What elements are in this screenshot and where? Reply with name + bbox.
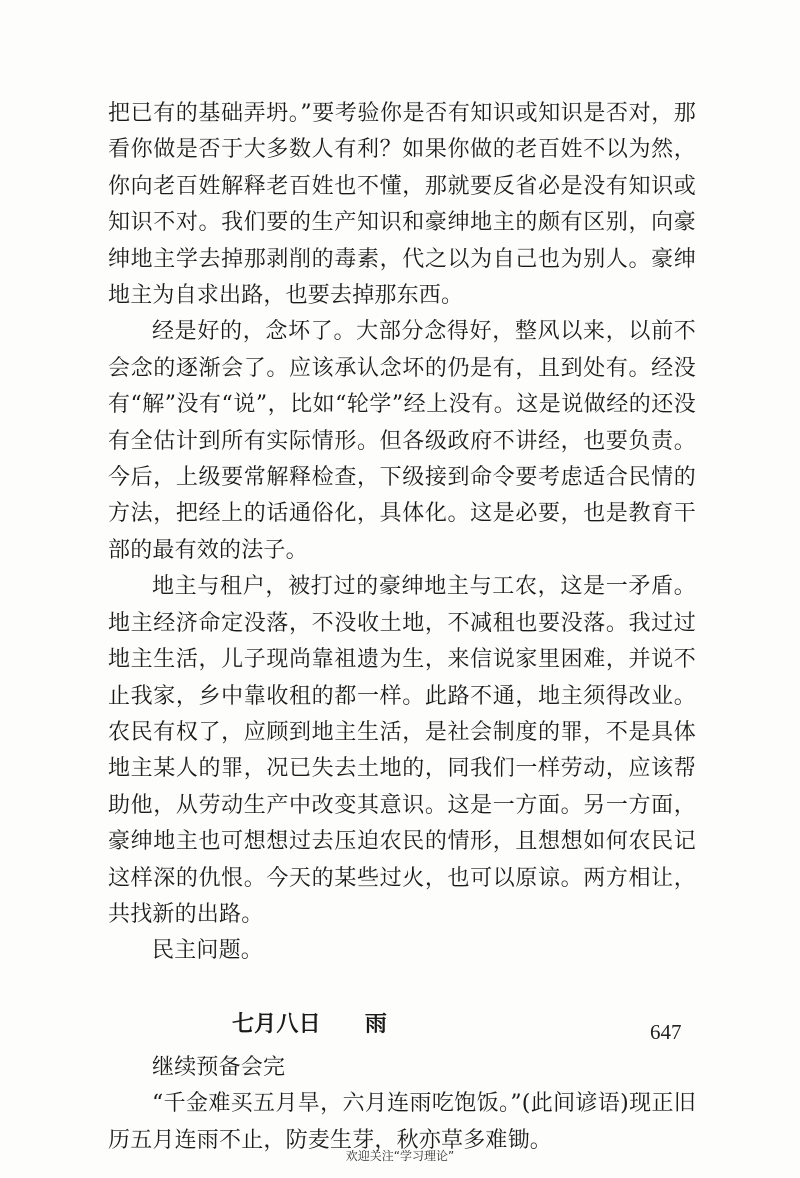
entry-date: 七月八日 [232,1010,321,1037]
entry-paragraph-2: “千金难买五月旱，六月连雨吃饱饭。”(此间谚语)现正旧历五月连雨不止，防麦生芽，秋亦草多难锄。 [108,1091,696,1153]
entry-weather: 雨 [364,1010,388,1037]
paragraph-4: 民主问题。 [152,938,264,964]
diary-entry-heading [108,1006,696,1042]
paragraph-1: 把已有的基础弄坍。”要考验你是否有知识或知识是否对，那看你做是否于大多数人有利？如果你做的老百姓不以为然，你向老百姓解释老百姓也不懂，那就要反省必是没有知识或知识不对。我们要的生产知识和豪绅地主的颇有区别，向豪绅地主学去掉那剥削的毒素，代之以为自己也为别人。豪绅地主为自求出路，也要去掉那东西。 [108,101,696,309]
page-number: 647 [650,1020,682,1044]
entry-paragraph-1: 继续预备会完 [152,1054,286,1080]
body-text [108,96,696,1159]
footer-watermark-text: 欢迎关注“学习理论” [345,1149,455,1163]
paragraph-3: 地主与租户，被打过的豪绅地主与工农，这是一矛盾。地主经济命定没落，不没收土地，不减租也要没落。我过过地主生活，儿子现尚靠祖遗为生，来信说家里困难，并说不止我家，乡中靠收租的都一样。此路不通，地主须得改业。农民有权了，应顾到地主生活，是社会制度的罪，不是具体地主某人的罪，况已失去土地的，同我们一样劳动，应该帮助他，从劳动生产中改变其意识。这是一方面。另一方面，豪绅地主也可想想过去压迫农民的情形，且想想如何农民记这样深的仇恨。今天的某些过火，也可以原谅。两方相让，共找新的出路。 [108,574,696,927]
paragraph-2: 经是好的，念坏了。大部分念得好，整风以来，以前不会念的逐渐会了。应该承认念坏的仍是有，且到处有。经没有“解”没有“说”，比如“轮学”经上没有。这是说做经的还没有全估计到所有实际情形。但各级政府不讲经，也要负责。今后，上级要常解释检查，下级接到命令要考虑适合民情的方法，把经上的话通俗化，具体化。这是必要，也是教育干部的最有效的法子。 [108,319,696,563]
